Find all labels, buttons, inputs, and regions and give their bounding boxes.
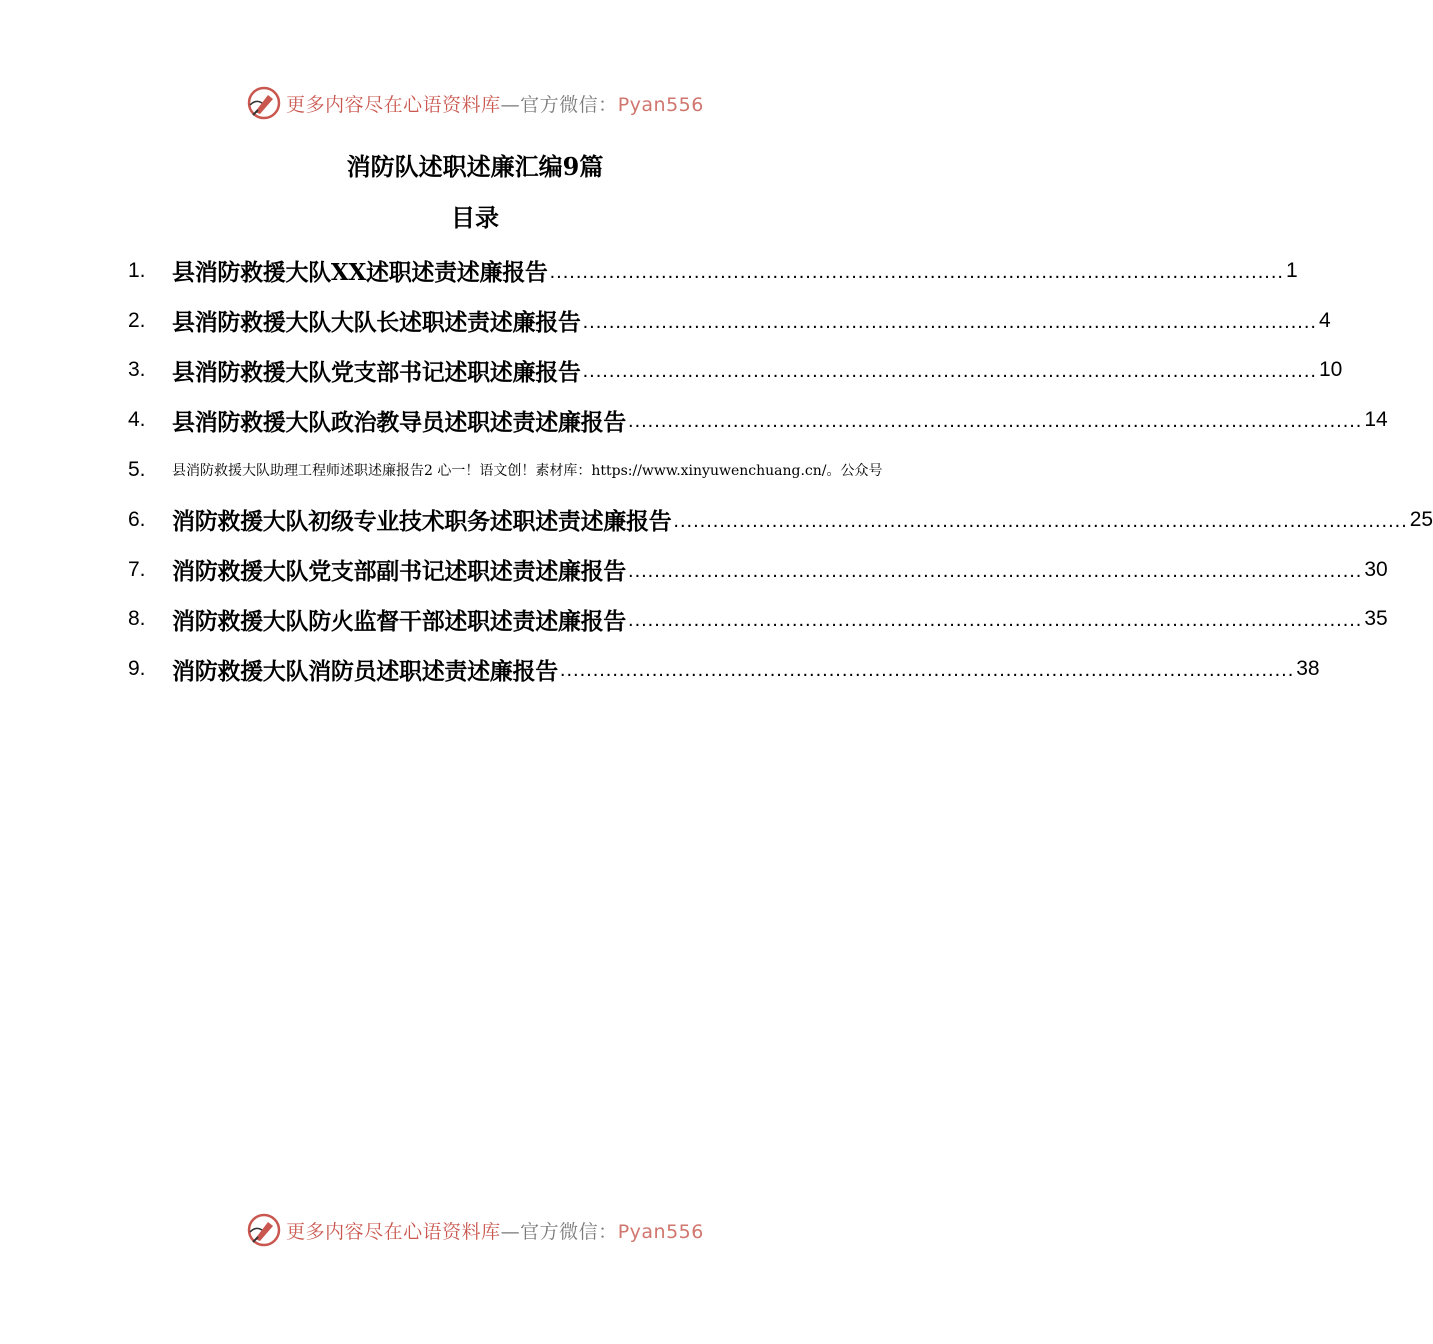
toc-entry-1[interactable]: [124, 246, 1298, 296]
toc-entry-7[interactable]: [124, 545, 1388, 595]
toc-entry-page: 10: [1318, 358, 1343, 382]
toc-heading: 目录: [451, 203, 499, 232]
toc-entry-title: 消防救援大队消防员述职述责述廉报告: [172, 657, 558, 685]
toc-entry-9[interactable]: [124, 644, 1320, 694]
toc-entry-page: 14: [1364, 408, 1388, 432]
toc-entry-8[interactable]: [124, 595, 1388, 645]
toc-entry-5[interactable]: [124, 445, 964, 495]
toc-entry-page: 38: [1296, 657, 1320, 681]
pen-nib-logo-icon: [246, 85, 282, 121]
banner-text-wechat-label: 官方微信：: [520, 1220, 618, 1243]
toc-entry-2[interactable]: [124, 296, 1331, 346]
banner-text-library: 更多内容尽在心语资料库: [286, 1220, 501, 1243]
toc-entry-3[interactable]: [124, 346, 1343, 396]
toc-entry-number: 1.: [128, 258, 146, 282]
table-of-contents: [124, 246, 1433, 694]
toc-entry-page: 35: [1364, 607, 1388, 631]
toc-leader-dots: ................................................................................................................: [628, 609, 1363, 632]
toc-entry-page: 30: [1364, 557, 1388, 581]
toc-entry-title: 县消防救援大队大队长述职述责述廉报告: [172, 309, 581, 337]
pen-nib-logo-icon: [246, 1212, 282, 1248]
toc-entry-4[interactable]: [124, 395, 1388, 445]
banner-text-library: 更多内容尽在心语资料库: [286, 93, 501, 116]
banner-wechat-id: Pyan556: [617, 93, 704, 116]
toc-entry-number: 2.: [128, 308, 146, 332]
toc-leader-dots: ................................................................................................................: [582, 310, 1317, 333]
toc-leader-dots: ................................................................................................................: [549, 260, 1284, 283]
footer-banner: [0, 1210, 950, 1250]
toc-leader-dots: ................................................................................................................: [628, 559, 1363, 582]
toc-entry-number: 5.: [128, 458, 146, 482]
toc-entry-6[interactable]: [124, 495, 1433, 545]
header-banner: [0, 83, 950, 123]
toc-leader-dots: ................................................................................................................: [673, 509, 1408, 532]
toc-entry-page: 1: [1285, 258, 1298, 282]
toc-entry-page: 25: [1409, 507, 1433, 531]
toc-leader-dots: ................................................................................................................: [582, 360, 1317, 383]
toc-entry-page: 4: [1318, 308, 1331, 332]
toc-entry-number: 4.: [128, 408, 146, 432]
toc-entry-number: 3.: [128, 358, 146, 382]
toc-entry-number: 9.: [128, 657, 146, 681]
banner-text-wechat-label: 官方微信：: [520, 93, 618, 116]
toc-entry-title: 县消防救援大队党支部书记述职述廉报告: [172, 358, 581, 386]
banner-wechat-id: Pyan556: [617, 1220, 704, 1243]
toc-entry-title: 县消防救援大队XX述职述责述廉报告: [172, 259, 548, 287]
banner-dash: —: [500, 1220, 521, 1243]
document-title: 消防队述职述廉汇编9篇: [346, 152, 604, 181]
toc-entry-title: 县消防救援大队助理工程师述职述廉报告2 心一！语文创！素材库：https://www.xinyuwenchuang.cn/。公众号: [172, 463, 883, 480]
banner-dash: —: [500, 93, 521, 116]
toc-entry-number: 7.: [128, 557, 146, 581]
toc-leader-dots: ................................................................................................................: [559, 659, 1295, 682]
toc-entry-title: 消防救援大队党支部副书记述职述责述廉报告: [172, 558, 627, 586]
toc-leader-dots: ................................................................................................................: [628, 410, 1363, 433]
toc-entry-title: 消防救援大队初级专业技术职务述职述责述廉报告: [172, 508, 672, 536]
toc-entry-title: 消防救援大队防火监督干部述职述责述廉报告: [172, 607, 627, 635]
toc-entry-number: 8.: [128, 607, 146, 631]
toc-entry-title: 县消防救援大队政治教导员述职述责述廉报告: [172, 408, 627, 436]
toc-entry-number: 6.: [128, 507, 146, 531]
